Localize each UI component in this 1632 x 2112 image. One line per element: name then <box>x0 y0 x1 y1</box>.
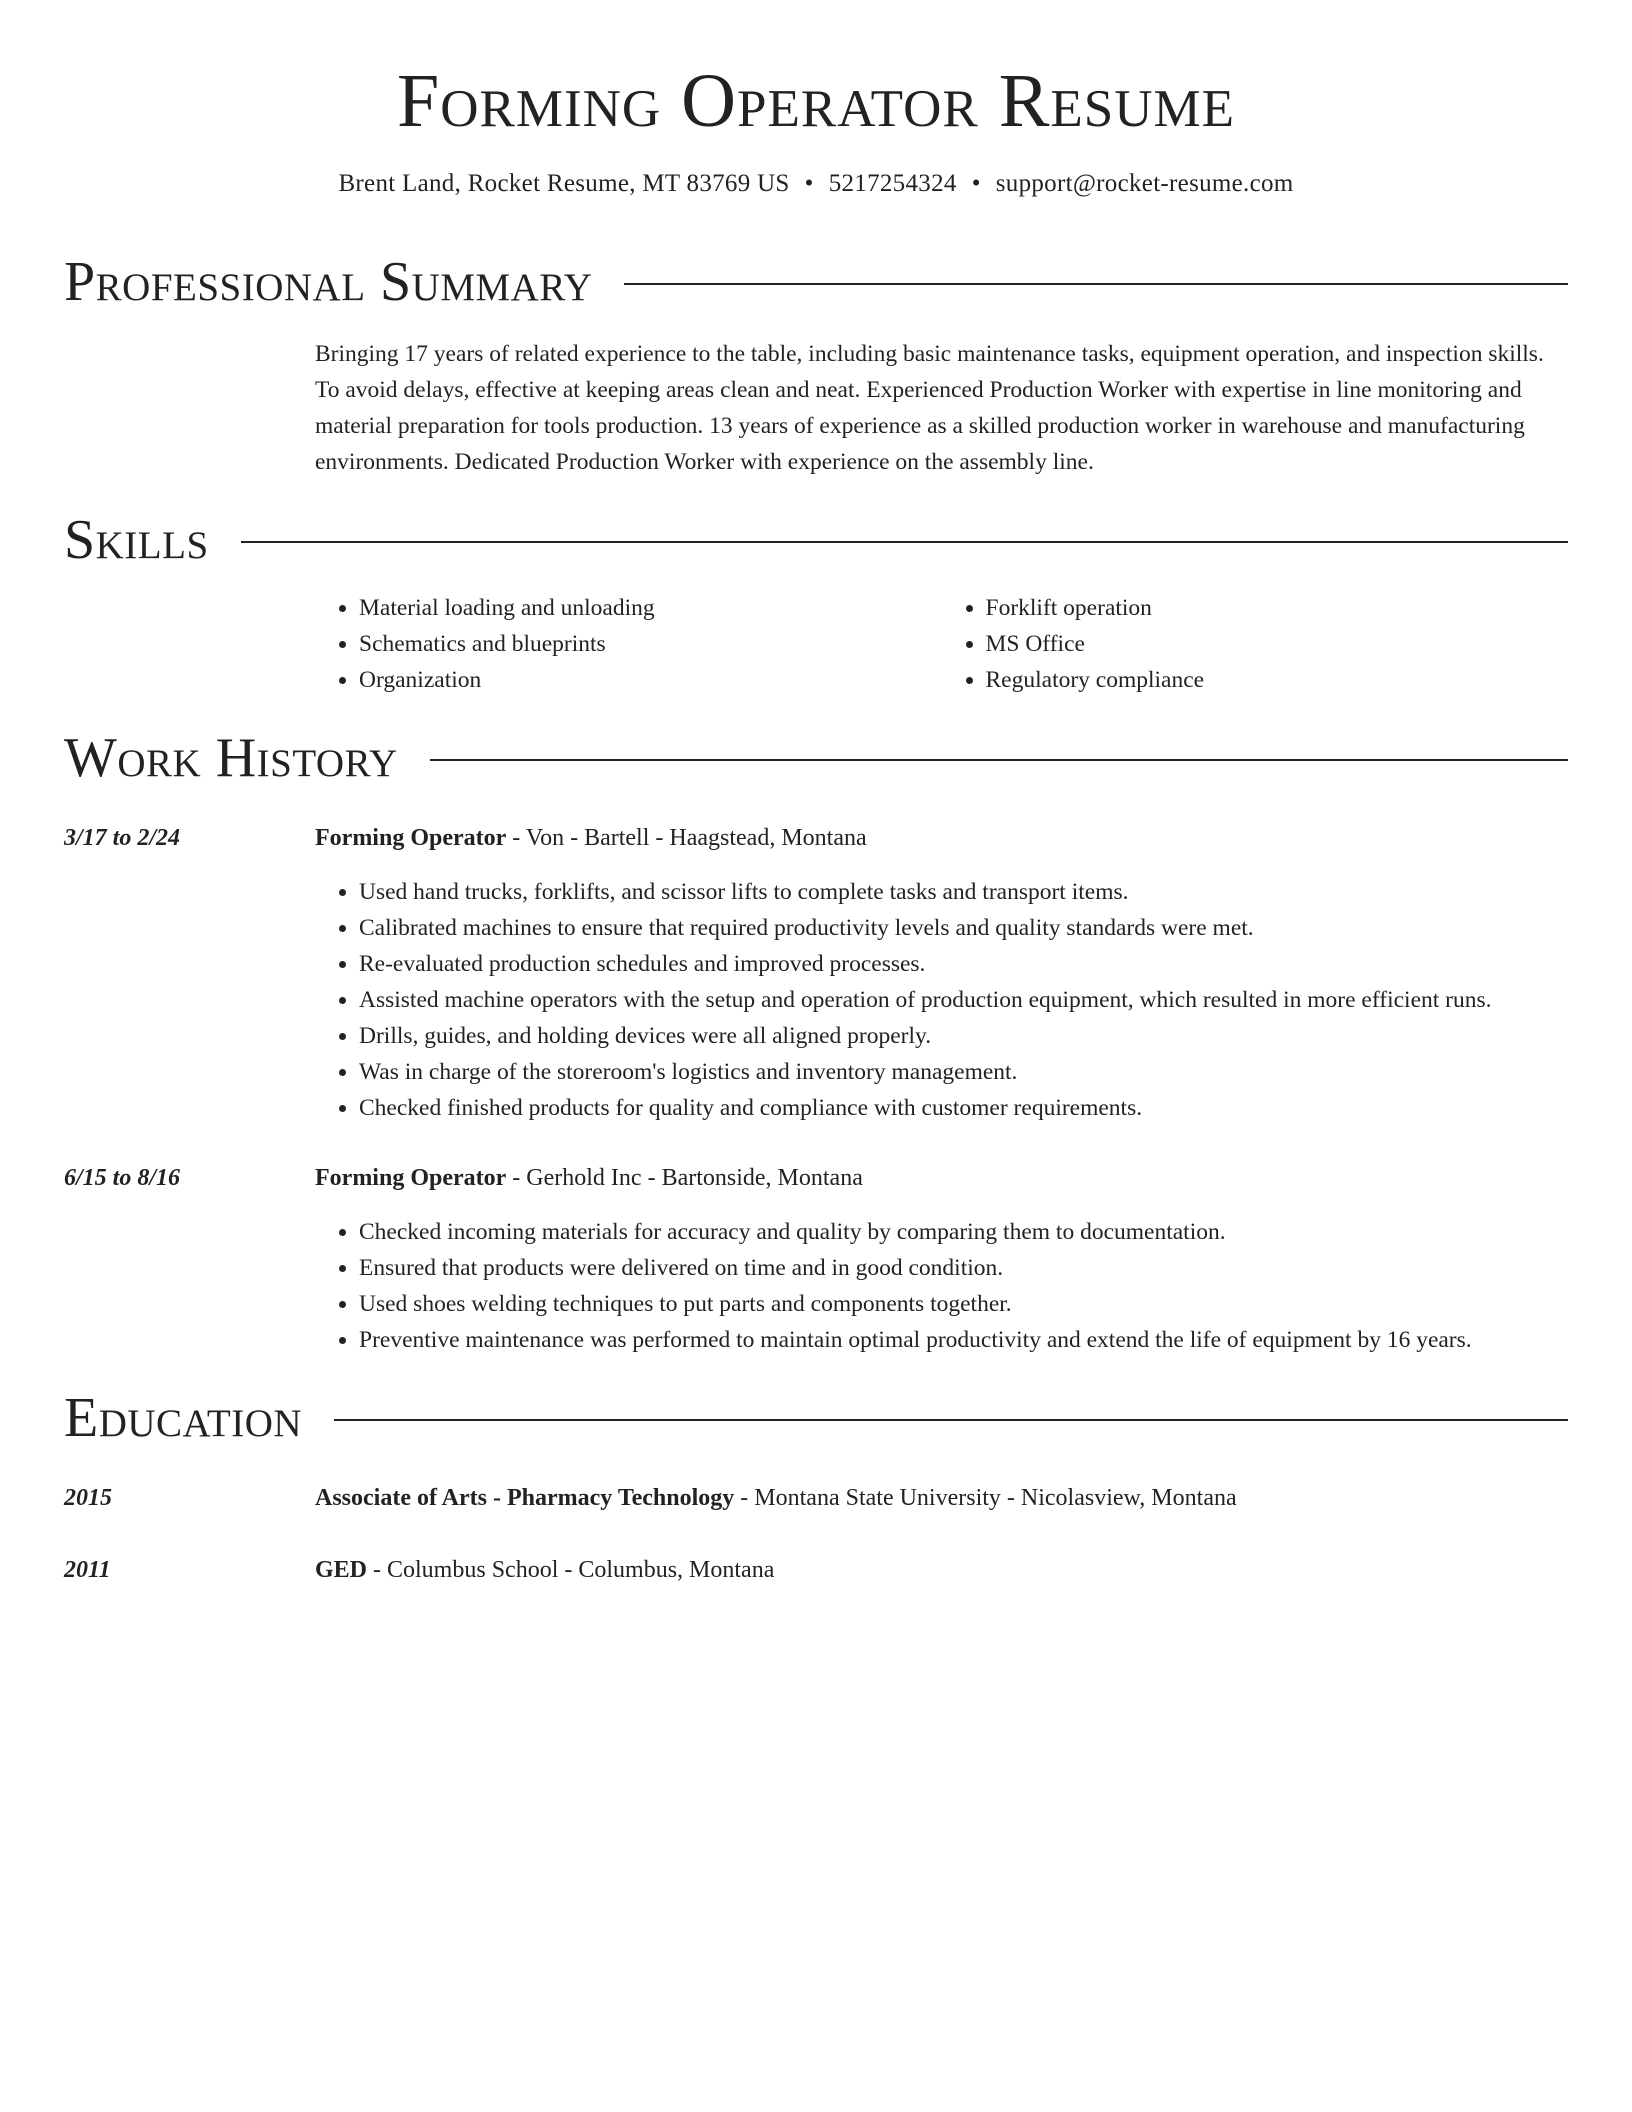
education-heading-line <box>315 1552 1568 1588</box>
contact-phone: 5217254324 <box>828 170 957 197</box>
education-degree: Associate of Arts - Pharmacy Technology <box>315 1485 735 1511</box>
skill-item: • Organization <box>359 662 942 698</box>
skills-list <box>315 590 1568 698</box>
job-entry <box>64 820 1568 1126</box>
skills-column-right <box>942 590 1569 698</box>
job-duties <box>315 874 1568 1126</box>
contact-address: Brent Land, Rocket Resume, MT 83769 US <box>338 170 790 197</box>
job-duty: • Calibrated machines to ensure that required productivity levels and quality standards were met. <box>359 910 1568 946</box>
work-heading-text: Work History <box>64 727 398 789</box>
contact-email: support@rocket-resume.com <box>995 170 1294 197</box>
job-duty: • Assisted machine operators with the setup and operation of production equipment, which resulted in more efficient runs. <box>359 982 1568 1018</box>
section-divider <box>241 541 1568 543</box>
skill-item: • Schematics and blueprints <box>359 626 942 662</box>
resume-title: Forming Operator Resume <box>396 59 1236 143</box>
contact-separator: • <box>971 170 981 197</box>
education-heading <box>64 1388 1568 1448</box>
job-duties <box>315 1214 1568 1358</box>
resume-page <box>64 0 1568 1588</box>
education-date: 2015 <box>64 1485 112 1511</box>
contact-line <box>64 170 1568 198</box>
section-divider <box>624 283 1568 285</box>
education-school: - Columbus School - Columbus, Montana <box>367 1557 775 1583</box>
job-duty: • Checked incoming materials for accuracy and quality by comparing them to documentation. <box>359 1214 1568 1250</box>
job-heading <box>315 820 1568 856</box>
contact-separator: • <box>804 170 814 197</box>
job-duty: • Used hand trucks, forklifts, and scissor lifts to complete tasks and transport items. <box>359 874 1568 910</box>
job-duty: • Drills, guides, and holding devices were all aligned properly. <box>359 1018 1568 1054</box>
education-degree: GED <box>315 1557 368 1583</box>
education-heading-text: Education <box>64 1387 303 1449</box>
summary-heading <box>64 252 1568 312</box>
skill-item: • Material loading and unloading <box>359 590 942 626</box>
summary-text: Bringing 17 years of related experience to the table, including basic maintenance tasks, equipment operation, and inspection skills. To avoid delays, effective at keeping areas clean and neat. Experienced Production Worker with expertise in line monitoring and material preparation for tools production. 13 years of experience as a skilled production worker in warehouse and manufacturing environments. Dedicated Production Worker with experience on the assembly line. <box>315 341 1544 475</box>
education-school: - Montana State University - Nicolasview, Montana <box>734 1485 1237 1511</box>
skill-item: • MS Office <box>986 626 1569 662</box>
job-duty: • Used shoes welding techniques to put parts and components together. <box>359 1286 1568 1322</box>
job-entry <box>64 1160 1568 1358</box>
job-duty: • Was in charge of the storeroom's logistics and inventory management. <box>359 1054 1568 1090</box>
job-duty: • Ensured that products were delivered on time and in good condition. <box>359 1250 1568 1286</box>
job-date: 6/15 to 8/16 <box>64 1165 181 1191</box>
education-entry <box>64 1552 1568 1588</box>
job-employer: - Gerhold Inc - Bartonside, Montana <box>506 1165 863 1191</box>
education-entry <box>64 1480 1568 1516</box>
skill-item: • Forklift operation <box>986 590 1569 626</box>
job-title: Forming Operator <box>315 825 507 851</box>
summary-heading-text: Professional Summary <box>64 251 593 313</box>
job-heading <box>315 1160 1568 1196</box>
work-heading <box>64 728 1568 788</box>
job-employer: - Von - Bartell - Haagstead, Montana <box>506 825 867 851</box>
job-duty: • Checked finished products for quality and compliance with customer requirements. <box>359 1090 1568 1126</box>
job-date: 3/17 to 2/24 <box>64 825 181 851</box>
job-duty: • Re-evaluated production schedules and improved processes. <box>359 946 1568 982</box>
education-heading-line <box>315 1480 1568 1516</box>
job-duty: • Preventive maintenance was performed to maintain optimal productivity and extend the life of equipment by 16 years. <box>359 1322 1568 1358</box>
skills-column-left <box>315 590 942 698</box>
skill-item: • Regulatory compliance <box>986 662 1569 698</box>
education-date: 2011 <box>64 1557 111 1583</box>
section-divider <box>430 759 1568 761</box>
section-divider <box>334 1419 1568 1421</box>
skills-heading <box>64 510 1568 570</box>
skills-heading-text: Skills <box>64 509 209 571</box>
job-title: Forming Operator <box>315 1165 507 1191</box>
